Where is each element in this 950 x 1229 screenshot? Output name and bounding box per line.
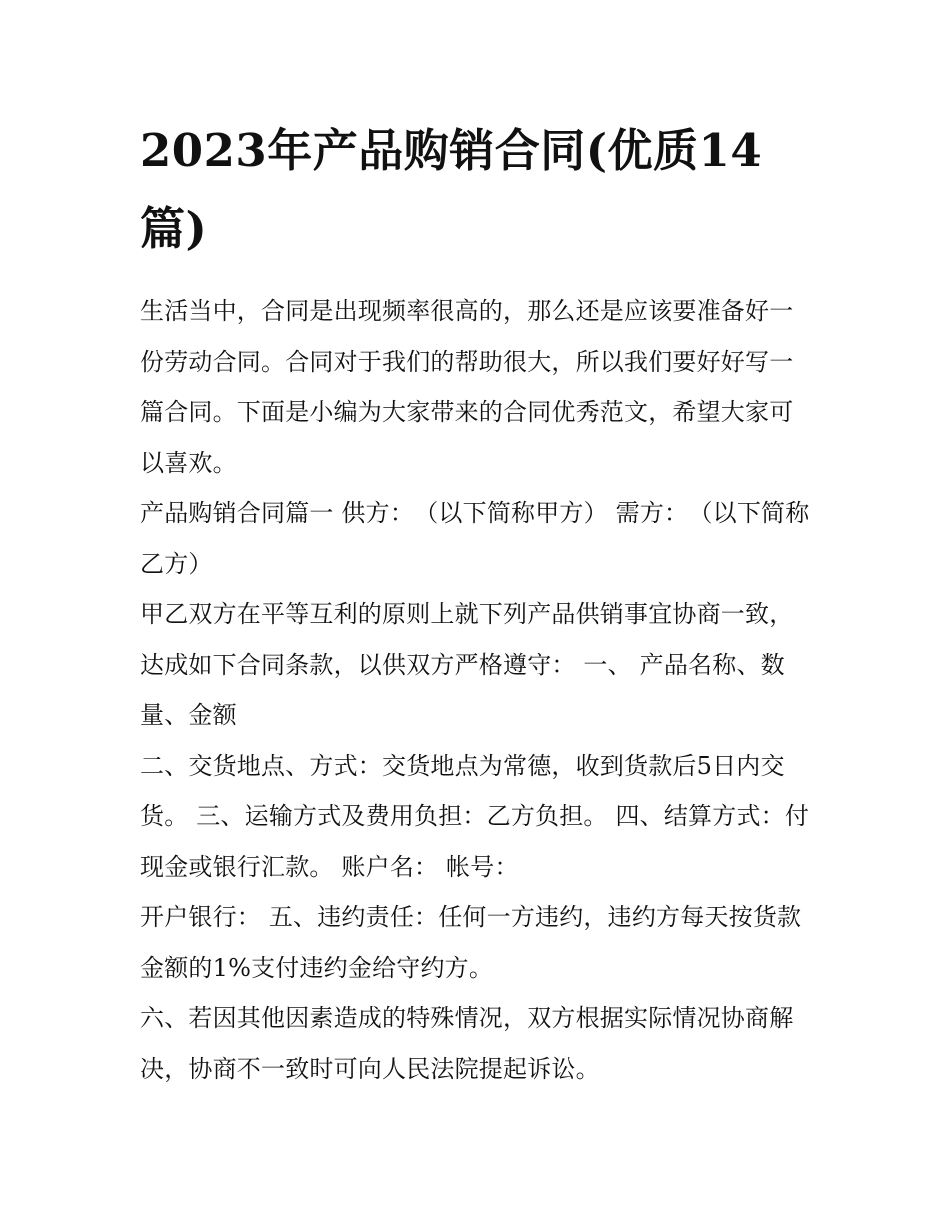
document-title: 2023年产品购销合同(优质14篇) (140, 124, 763, 255)
document-body (140, 112, 816, 1094)
agreement-terms-paragraph: 甲乙双方在平等互利的原则上就下列产品供销事宜协商一致，达成如下合同条款，以供双方严格遵守： 一、 产品名称、数量、金额 (140, 600, 794, 729)
bank-breach-paragraph: 开户银行： 五、违约责任：任何一方违约，违约方每天按货款金额的1%支付违约金给守约方。 (140, 903, 802, 982)
dispute-resolution-paragraph: 六、若因其他因素造成的特殊情况，双方根据实际情况协商解决，协商不一致时可向人民法院提起诉讼。 (140, 1004, 794, 1083)
intro-paragraph: 生活当中，合同是出现频率很高的，那么还是应该要准备好一份劳动合同。合同对于我们的帮助很大，所以我们要好好写一篇合同。下面是小编为大家带来的合同优秀范文，希望大家可以喜欢。 (140, 297, 794, 477)
contract-parties-paragraph: 产品购销合同篇一 供方： （以下简称甲方） 需方： （以下简称乙方） (140, 499, 810, 578)
delivery-payment-paragraph: 二、交货地点、方式：交货地点为常德，收到货款后5日内交货。 三、运输方式及费用负担：乙方负担。 四、结算方式：付现金或银行汇款。 账户名： 帐号： (140, 751, 810, 881)
